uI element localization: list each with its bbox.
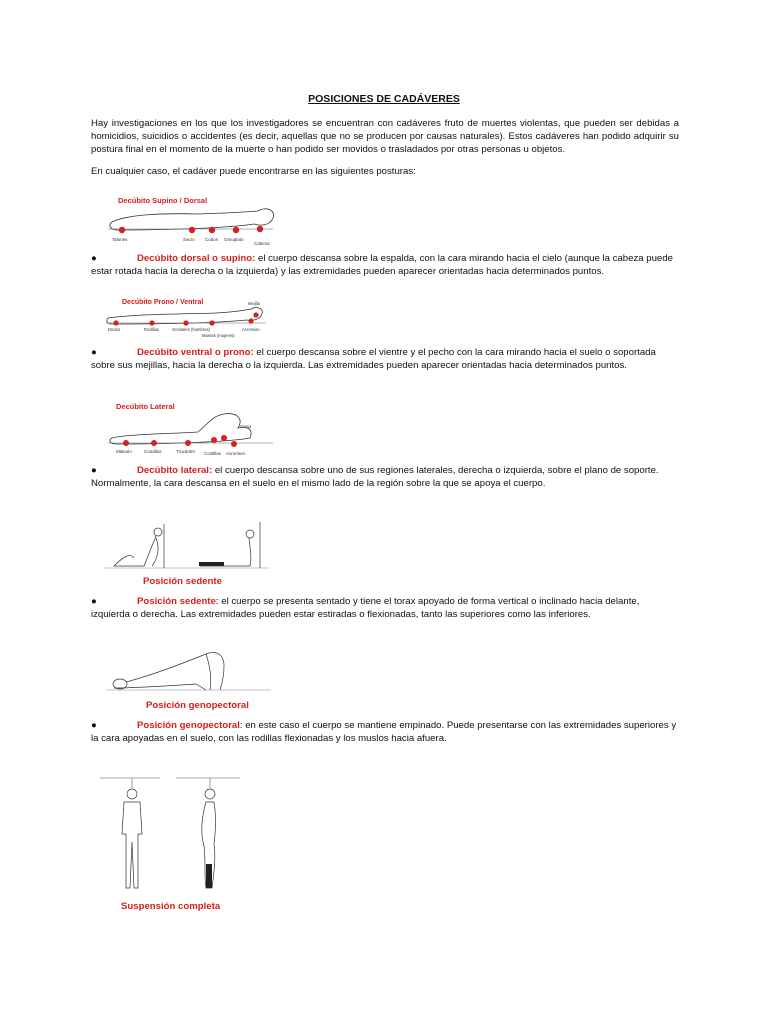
suspension-position-figure <box>100 772 240 894</box>
label-cabeza: Cabeza <box>254 241 270 246</box>
prone-figure-title: Decúbito Prono / Ventral <box>122 299 204 306</box>
supine-position-figure <box>108 192 278 246</box>
item-supino: ● Decúbito dorsal o supino: el cuerpo descansa sobre la espalda, con la cara mirando hacia el cielo (aunque la cabeza puede estar rotada hacia la derecha o la izquierda) y las extremidades pueden aparecer orientadas hacia determinados puntos. <box>91 253 673 277</box>
caption-genopectoral: Posición genopectoral <box>146 700 249 711</box>
label-sacro: Sacro <box>183 237 195 242</box>
label-mejilla: Mejilla <box>248 301 260 306</box>
item-prono: ● Decúbito ventral o prono: el cuerpo descansa sobre el vientre y el pecho con la cara mirando hacia el suelo o soportada sobre sus mejillas, hacia la derecha o la izquierda. Las extremidades pueden aparecer orientadas hacia determinados puntos. <box>91 347 656 371</box>
supine-figure-title: Decúbito Supino / Dorsal <box>118 196 208 205</box>
lead-paragraph: En cualquier caso, el cadáver puede encontrarse en las siguientes posturas: <box>91 166 416 177</box>
label-rodillas: Rodillas <box>144 327 159 332</box>
label-condilos: Cóndilos <box>144 449 162 454</box>
item-sedente: ● Posición sedente: el cuerpo se presenta sentado y tiene el torax apoyado de forma vertical o inclinado hacia delante, izquierda o derecha. Las extremidades pueden estar estiradas o flexionadas, tanto las superiores como las inferiores. <box>91 596 640 620</box>
label-dedos: Dedos <box>108 327 121 332</box>
item-genopectoral: ● Posición genopectoral: en este caso el cuerpo se mantiene empinado. Puede presentarse con las extremidades superiores y la cara apoyadas en el suelo, con las rodillas flexionadas y los muslos hacia afuera. <box>91 720 677 744</box>
label-talones: Talones <box>112 237 128 242</box>
label-trocanter: Trocánter <box>176 449 196 454</box>
label-mamas: Mamas (mujeres) <box>202 333 235 338</box>
lateral-figure-title: Decúbito Lateral <box>116 402 175 411</box>
caption-sedente: Posición sedente <box>143 576 222 587</box>
seated-position-figure <box>104 518 274 570</box>
prone-position-figure <box>106 294 276 344</box>
lateral-position-figure <box>108 398 278 458</box>
caption-suspension: Suspensión completa <box>121 901 221 912</box>
label-codos: Codos <box>205 237 219 242</box>
label-genitales: Genitales (hombres) <box>172 327 210 332</box>
genopectoral-position-figure <box>106 646 276 694</box>
label-omoplato: Omoplato <box>224 237 244 242</box>
intro-paragraph: Hay investigaciones en los que los investigadores se encuentran con cadáveres fruto de muertes violentas, que pueden ser debidas a homicidios, suicidios o accidentes (es decir, aquellas que no se producen por causas naturales). Estos cadáveres han podido adquirir su postura final en el momento de la muerte o han podido ser movidos o trasladados por otras personas u objetos. <box>91 118 679 155</box>
label-acromion: Acromion <box>242 327 260 332</box>
label-acromion-lateral: Acromion <box>226 451 246 456</box>
label-maleolo: Maleolo <box>116 449 132 454</box>
label-oreja: Oreja <box>240 424 252 429</box>
item-lateral: ● Decúbito lateral: el cuerpo descansa sobre uno de sus regiones laterales, derecha o izquierda, sobre el plano de soporte. Normalmente, la cara descansa en el suelo en el mismo lado de la región sobre la que se apoya el cuerpo. <box>91 465 659 489</box>
label-costillas: Costillas <box>204 451 222 456</box>
page-title: POSICIONES DE CADÁVERES <box>308 93 460 105</box>
